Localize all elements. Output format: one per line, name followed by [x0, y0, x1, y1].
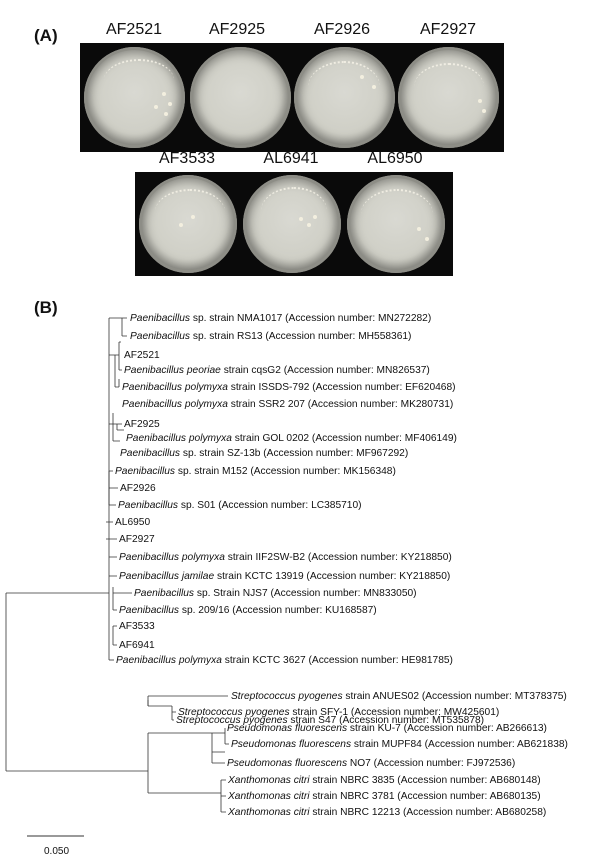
tree-leaf: AF2927	[119, 534, 155, 545]
tree-leaf: Paenibacillus peoriae strain cqsG2 (Accession number: MN826537)	[124, 365, 430, 376]
tree-leaf: Paenibacillus jamilae strain KCTC 13919 (Accession number: KY218850)	[119, 571, 451, 582]
tree-leaf: Paenibacillus polymyxa strain KCTC 3627 (Accession number: HE981785)	[116, 655, 453, 666]
tree-leaf: Paenibacillus sp. strain RS13 (Accession number: MH558361)	[130, 331, 412, 342]
panel-a-label: (A)	[34, 26, 58, 45]
tree-leaf: AF2925	[124, 419, 160, 430]
scale-bar-label: 0.050	[44, 846, 70, 857]
plate-label-af2925: AF2925	[208, 21, 266, 38]
tree-leaf: AF6941	[119, 640, 155, 651]
tree-leaf: Paenibacillus sp. strain NMA1017 (Accession number: MN272282)	[130, 313, 432, 324]
tree-leaf: Streptococcus pyogenes strain SFY-1 (Accession number: MW425601)	[178, 707, 500, 718]
tree-leaf: Xanthomonas citri strain NBRC 12213 (Accession number: AB680258)	[228, 807, 547, 818]
tree-leaf: Xanthomonas citri strain NBRC 3835 (Accession number: AB680148)	[228, 775, 541, 786]
tree-leaf: Paenibacillus polymyxa strain IIF2SW-B2 (Accession number: KY218850)	[119, 552, 452, 563]
plate-label-af2521: AF2521	[105, 21, 163, 38]
tree-leaf: Streptococcus pyogenes strain ANUES02 (Accession number: MT378375)	[231, 691, 567, 702]
plate-label-af2927: AF2927	[419, 21, 477, 38]
plate-label-al6941: AL6941	[263, 150, 319, 167]
tree-leaf: Paenibacillus polymyxa strain ISSDS-792 (Accession number: EF620468)	[122, 382, 456, 393]
tree-leaf: Pseudomonas fluorescens strain MUPF84 (Accession number: AB621838)	[231, 739, 568, 750]
tree-leaf: Paenibacillus sp. Strain NJS7 (Accession number: MN833050)	[134, 588, 417, 599]
tree-leaf: AF2521	[124, 350, 160, 361]
tree-leaf: AF2926	[120, 483, 156, 494]
plate-label-al6950: AL6950	[367, 150, 423, 167]
tree-leaf: Paenibacillus sp. S01 (Accession number: LC385710)	[118, 500, 362, 511]
plate-label-af3533: AF3533	[158, 150, 216, 167]
tree-leaf: Paenibacillus sp. strain M152 (Accession number: MK156348)	[115, 466, 396, 477]
tree-leaf: Paenibacillus sp. 209/16 (Accession number: KU168587)	[119, 605, 377, 616]
tree-leaf: Paenibacillus sp. strain SZ-13b (Accession number: MF967292)	[120, 448, 409, 459]
tree-leaf: Streptococcus pyogenes strain S47 (Accession number: MT535878)	[176, 715, 485, 726]
tree-leaf: Paenibacillus polymyxa strain GOL 0202 (Accession number: MF406149)	[126, 433, 457, 444]
tree-leaf: Pseudomonas fluorescens strain KU-7 (Accession number: AB266613)	[227, 723, 547, 734]
panel-b-label: (B)	[34, 298, 58, 317]
tree-leaf: Pseudomonas fluorescens NO7 (Accession number: FJ972536)	[227, 758, 516, 769]
tree-leaf: AL6950	[115, 517, 151, 528]
tree-leaf: Xanthomonas citri strain NBRC 3781 (Accession number: AB680135)	[228, 791, 541, 802]
tree-leaf: Paenibacillus polymyxa strain SSR2 207 (Accession number: MK280731)	[122, 399, 454, 410]
tree-leaf: AF3533	[119, 621, 155, 632]
plate-label-af2926: AF2926	[313, 21, 371, 38]
